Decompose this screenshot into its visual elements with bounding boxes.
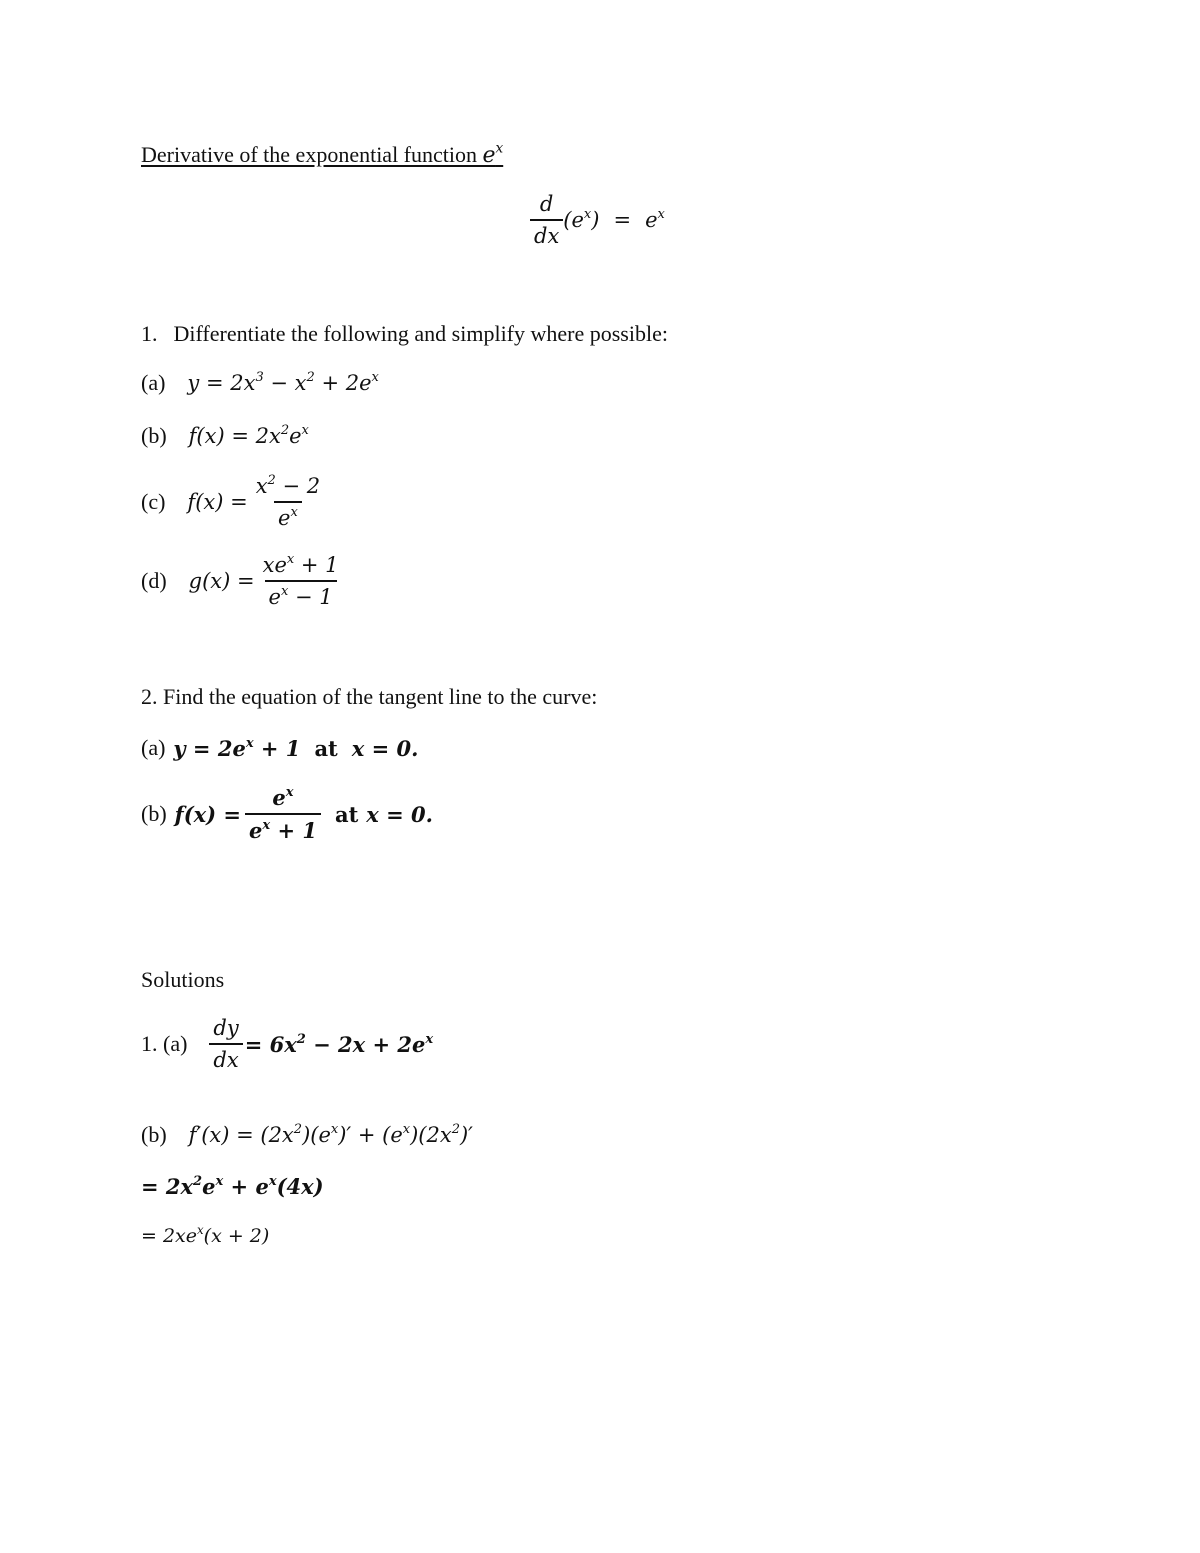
solution-label: (b) (141, 1122, 167, 1147)
question-1a (141, 370, 379, 396)
question-2a-condition: x = 0. (351, 735, 419, 761)
question-2b (141, 785, 433, 843)
rule-fraction (530, 192, 563, 248)
solution-1b-expression-3: = $2xe^x(x + 2)$ (141, 1222, 270, 1247)
question-1-text: Differentiate the following and simplify where possible: (173, 321, 668, 346)
question-1b-expression: $f(x) = 2x^2e^x$ (188, 422, 309, 448)
rule-numerator: d (539, 192, 554, 216)
question-1c (141, 474, 324, 530)
rule-rhs: $e^x$ (645, 206, 665, 232)
part-label: (a) (141, 370, 166, 395)
part-label: (a) (141, 735, 166, 760)
heading-text: Derivative of the exponential function (141, 142, 483, 167)
rule-denominator: dx (530, 219, 563, 248)
solutions-title: Solutions (141, 967, 225, 992)
solution-1a-fraction: $\frac{dy}{dx}$ (209, 1016, 242, 1072)
solution-1b-line2 (141, 1174, 324, 1199)
question-2a-at: at (314, 735, 338, 761)
heading-symbol-exp: x (495, 140, 504, 157)
question-2b-at: at (334, 801, 359, 827)
derivative-rule (530, 192, 665, 248)
question-1a-expression: $y = 2x^3 - x^2 + 2e^x$ (187, 369, 379, 395)
question-2b-fraction: $\frac{e^x}{e^x + 1}$ (245, 785, 321, 843)
question-1b (141, 423, 309, 449)
question-1d-lhs: g(x) = (188, 569, 255, 593)
solution-1b-expression-2: = $2x^2e^x + e^x(4x)$ (141, 1173, 324, 1199)
question-1d (141, 553, 343, 609)
solution-1b-expression-1: $f'(x) = (2x^2)(e^x)' + (e^x)(2x^2)'$ (188, 1121, 473, 1147)
part-label: (b) (141, 801, 167, 826)
solution-1a-expression: = $6x^2 - 2x + 2e^x$ (244, 1031, 434, 1057)
question-1c-fraction: $\frac{x^2 - 2}{e^x}$ (255, 472, 321, 530)
part-label: (b) (141, 423, 167, 448)
question-1d-fraction: $\frac{xe^x + 1}{e^x - 1}$ (262, 551, 339, 609)
heading (141, 142, 503, 168)
part-label: (d) (141, 568, 167, 593)
question-2b-lhs: f(x) = (174, 801, 241, 827)
question-2a-expression: $y = 2e^x + 1$ (173, 735, 301, 761)
heading-title (141, 142, 503, 167)
question-2b-condition: x = 0. (366, 801, 433, 827)
solution-1b-line1 (141, 1122, 473, 1148)
heading-symbol: e (482, 143, 496, 168)
solution-1a (141, 1016, 433, 1072)
solution-label: 1. (a) (141, 1031, 188, 1056)
solution-1b-line3 (141, 1222, 270, 1247)
question-2a (141, 735, 418, 761)
question-1-heading (141, 321, 668, 347)
part-label: (c) (141, 489, 166, 514)
question-1c-lhs: f(x) = (187, 490, 248, 514)
question-1-number: 1. (141, 321, 158, 346)
question-2-heading: 2. Find the equation of the tangent line to the curve: (141, 684, 598, 709)
rule-lhs: $(e^x)$ (563, 206, 600, 232)
rule-equals: = (613, 208, 632, 232)
